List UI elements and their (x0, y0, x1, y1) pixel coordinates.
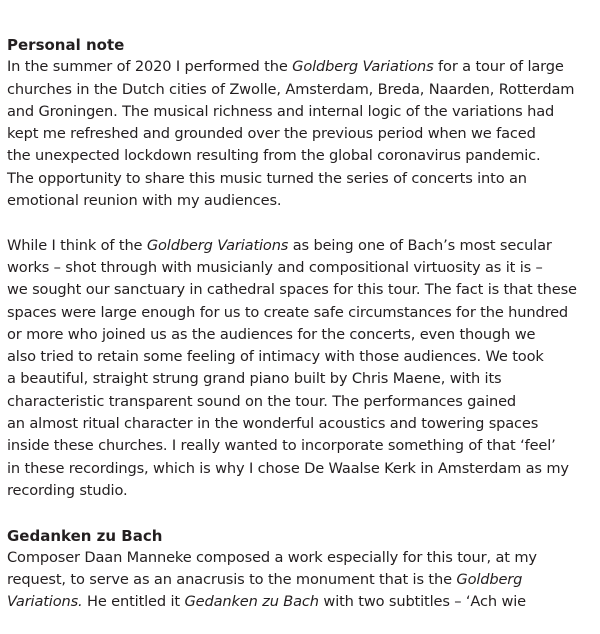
text-line (7, 257, 597, 279)
text-run: emotional reunion with my audiences. (7, 192, 282, 210)
text-run: we sought our sanctuary in cathedral spaces for this tour. The fact is that these (7, 281, 577, 299)
text-run: churches in the Dutch cities of Zwolle, Amsterdam, Breda, Naarden, Rotterdam (7, 80, 575, 98)
text-line (7, 302, 597, 324)
text-line (7, 123, 597, 145)
text-run: inside these churches. I really wanted to incorporate something of that ‘feel’ (7, 437, 556, 455)
text-line (7, 569, 597, 591)
text-line (7, 346, 597, 368)
text-run: works – shot through with musicianly and compositional virtuosity as it is – (7, 258, 543, 276)
text-run: spaces were large enough for us to create safe circumstances for the hundred (7, 303, 569, 321)
italic-title: Gedanken zu Bach (184, 593, 319, 611)
text-line (7, 547, 597, 569)
italic-title: Goldberg Variations (146, 236, 289, 254)
text-line (7, 190, 597, 212)
text-line (7, 480, 597, 502)
text-run: also tried to retain some feeling of intimacy with those audiences. We took (7, 348, 544, 366)
text-run: In the summer of 2020 I performed the (7, 58, 293, 76)
paragraph (7, 235, 597, 503)
document-page (7, 34, 597, 614)
text-line (7, 145, 597, 167)
text-run: While I think of the (7, 236, 147, 254)
text-line (7, 101, 597, 123)
text-run: with two subtitles – ‘Ach wie (318, 593, 526, 611)
text-run: the unexpected lockdown resulting from the global coronavirus pandemic. (7, 147, 541, 165)
text-line (7, 279, 597, 301)
text-line (7, 591, 597, 613)
text-run: in these recordings, which is why I chose De Waalse Kerk in Amsterdam as my (7, 459, 569, 477)
text-run: and Groningen. The musical richness and internal logic of the variations had (7, 102, 555, 120)
paragraph-gap (7, 212, 597, 234)
section-gap (7, 502, 597, 524)
text-line (7, 435, 597, 457)
text-line (7, 56, 597, 78)
text-line (7, 391, 597, 413)
text-run: kept me refreshed and grounded over the previous period when we faced (7, 125, 536, 143)
text-run: or more who joined us as the audiences for the concerts, even though we (7, 325, 536, 343)
text-run: recording studio. (7, 481, 128, 499)
text-run: The opportunity to share this music turned the series of concerts into an (7, 169, 527, 187)
paragraph (7, 547, 597, 614)
text-line (7, 324, 597, 346)
text-line (7, 413, 597, 435)
text-line (7, 168, 597, 190)
text-line (7, 458, 597, 480)
text-run: for a tour of large (433, 58, 564, 76)
text-run: request, to serve as an anacrusis to the monument that is the (7, 571, 457, 589)
italic-title: Goldberg Variations (292, 58, 434, 76)
text-run: a beautiful, straight strung grand piano built by Chris Maene, with its (7, 370, 502, 388)
text-run: as being one of Bach’s most secular (288, 236, 552, 254)
text-run: an almost ritual character in the wonderful acoustics and towering spaces (7, 415, 539, 433)
text-line (7, 235, 597, 257)
text-line (7, 368, 597, 390)
section-heading: Personal note (7, 36, 125, 54)
text-line (7, 79, 597, 101)
text-run: Composer Daan Manneke composed a work especially for this tour, at my (7, 548, 537, 566)
text-run: He entitled it (82, 593, 185, 611)
paragraph (7, 56, 597, 212)
italic-title: Goldberg (456, 571, 523, 589)
text-run: characteristic transparent sound on the tour. The performances gained (7, 392, 517, 410)
section-heading: Gedanken zu Bach (7, 526, 163, 545)
italic-title: Variations. (7, 593, 83, 611)
